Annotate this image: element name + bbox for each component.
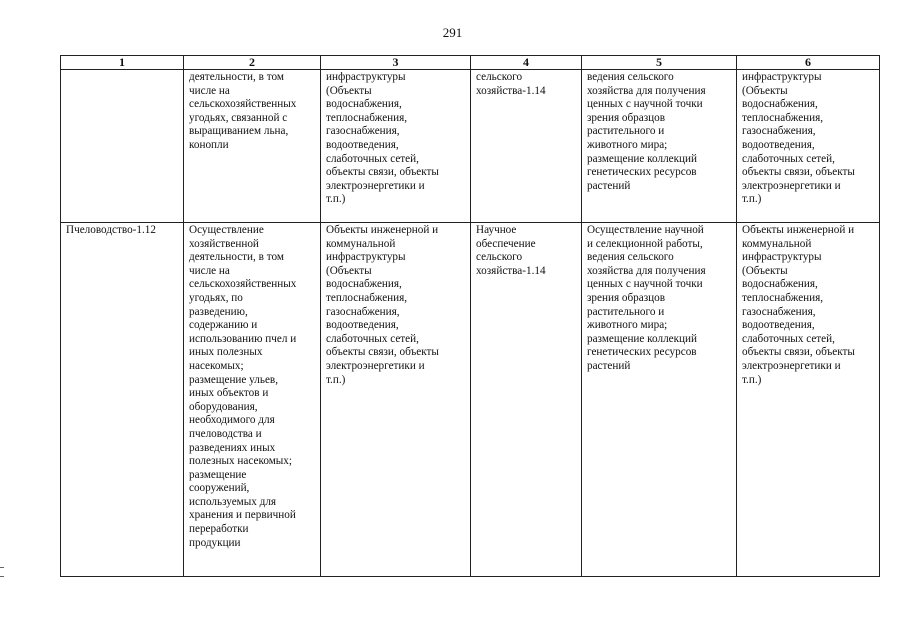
table-cell: Осуществление хозяйственной деятельности, в том числе на сельскохозяйственных угодьях, по разведению, содержанию и использованию пчел и иных полезных насекомых; размещение ульев, иных объектов и оборудования, необходимого для пчеловодства и разведениях иных полезных насекомых; размещение сооружений, используемых для хранения и первичной переработки продукции (184, 223, 321, 577)
table-row (61, 223, 880, 577)
column-header-3: 3 (321, 56, 471, 70)
page-number: 291 (442, 25, 463, 40)
scan-edge-mark (0, 567, 4, 577)
column-header-6: 6 (737, 56, 880, 70)
column-header-1: 1 (61, 56, 184, 70)
table-cell: сельского хозяйства-1.14 (471, 70, 582, 223)
table-cell: Объекты инженерной и коммунальной инфраструктуры (Объекты водоснабжения, теплоснабжения, газоснабжения, водоотведения, слаботочных сетей, объекты связи, объекты электроэнергетики и т.п.) (321, 223, 471, 577)
column-header-5: 5 (582, 56, 737, 70)
table-cell: деятельности, в том числе на сельскохозяйственных угодьях, связанной с выращиванием льна, конопли (184, 70, 321, 223)
table-cell: инфраструктуры (Объекты водоснабжения, теплоснабжения, газоснабжения, водоотведения, слаботочных сетей, объекты связи, объекты электроэнергетики и т.п.) (321, 70, 471, 223)
column-header-2: 2 (184, 56, 321, 70)
table-cell: Пчеловодство-1.12 (61, 223, 184, 577)
column-header-4: 4 (471, 56, 582, 70)
document-table (60, 55, 880, 577)
table-header-row (61, 56, 880, 70)
table-cell: ведения сельского хозяйства для получения ценных с научной точки зрения образцов растительного и животного мира; размещение коллекций генетических ресурсов растений (582, 70, 737, 223)
table-cell: Объекты инженерной и коммунальной инфраструктуры (Объекты водоснабжения, теплоснабжения, газоснабжения, водоотведения, слаботочных сетей, объекты связи, объекты электроэнергетики и т.п.) (737, 223, 880, 577)
table-cell: инфраструктуры (Объекты водоснабжения, теплоснабжения, газоснабжения, водоотведения, слаботочных сетей, объекты связи, объекты электроэнергетики и т.п.) (737, 70, 880, 223)
table-row (61, 70, 880, 223)
table-cell (61, 70, 184, 223)
table-cell: Осуществление научной и селекционной работы, ведения сельского хозяйства для получения ценных с научной точки зрения образцов растительного и животного мира; размещение коллекций генетических ресурсов растений (582, 223, 737, 577)
table-cell: Научное обеспечение сельского хозяйства-1.14 (471, 223, 582, 577)
